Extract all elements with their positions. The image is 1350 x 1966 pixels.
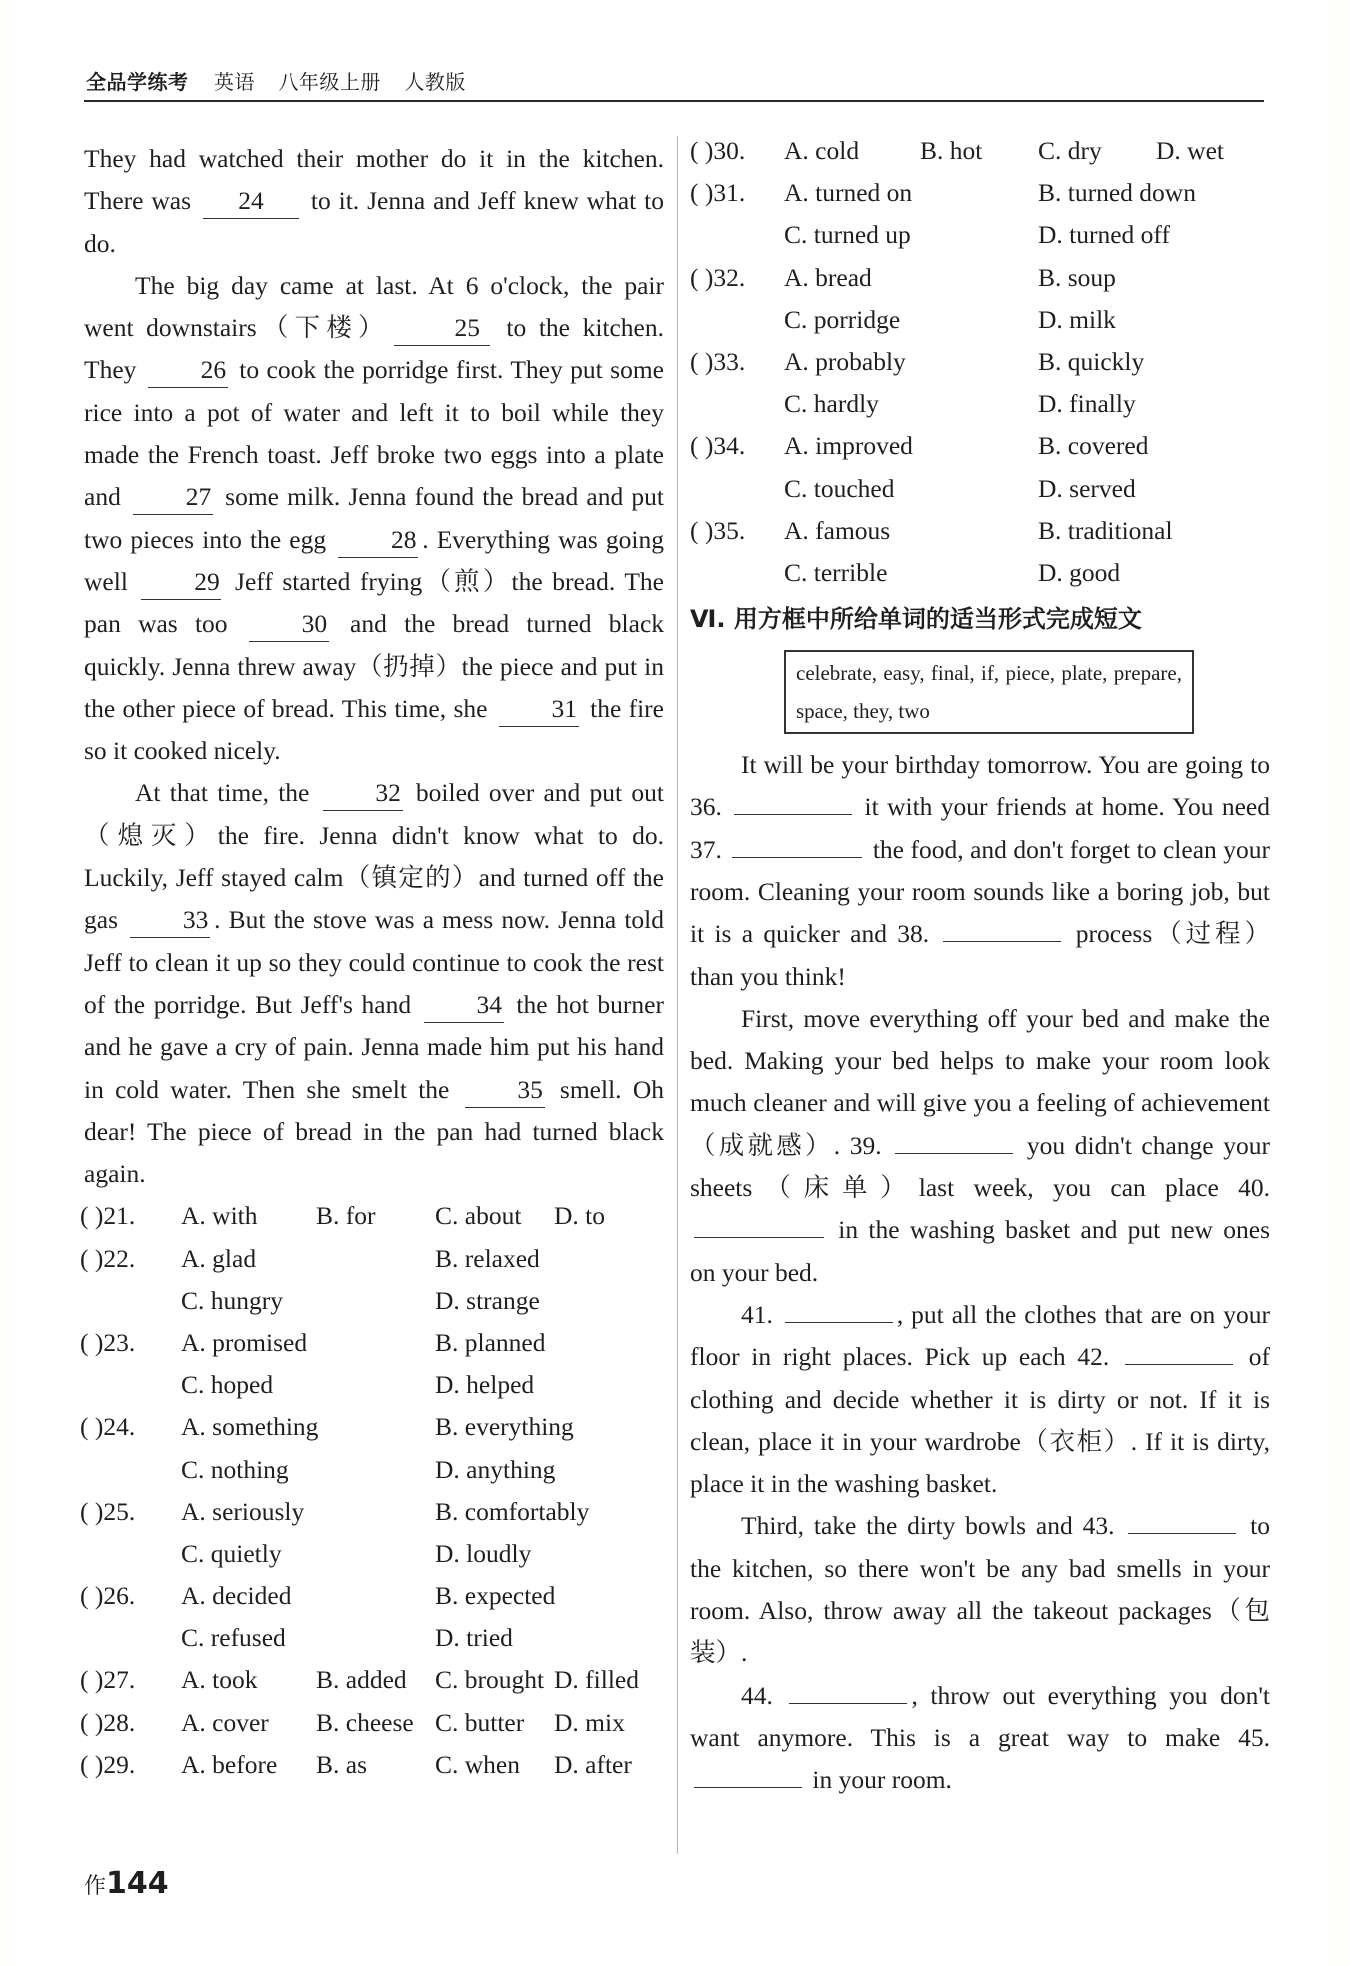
cloze-options-30-35 (690, 130, 1270, 594)
word-box: celebrate, easy, final, if, piece, plate, prepare, space, they, two (784, 650, 1194, 734)
option-row (84, 1364, 664, 1406)
option-row (690, 468, 1270, 510)
passage-text: First, move everything off your bed and make the bed. Making your bed helps to make your room look much cleaner and will give you a feeling of achievement（成就感）. 39. (690, 1003, 1270, 1160)
option-c: C. hardly (784, 389, 879, 419)
answer-blank[interactable]: 35 (465, 1073, 545, 1108)
option-a: A. seriously (181, 1496, 305, 1526)
option-c: C. touched (784, 473, 895, 503)
answer-bracket[interactable]: ( )21. (80, 1201, 136, 1231)
option-d: D. helped (435, 1370, 535, 1400)
section-6-title: Ⅵ. 用方框中所给单词的适当形式完成短文 (690, 605, 1142, 634)
passage-text: the fire so it cooked nicely. (84, 693, 664, 766)
answer-blank[interactable] (734, 814, 852, 815)
option-c: C. when (435, 1749, 520, 1779)
answer-blank[interactable]: 30 (249, 607, 329, 642)
option-b: B. comfortably (435, 1496, 590, 1526)
right-column (690, 138, 1270, 1801)
option-d: D. turned off (1038, 220, 1170, 250)
answer-blank[interactable]: 34 (424, 988, 504, 1023)
option-d: D. loudly (435, 1538, 532, 1568)
option-d: D. strange (435, 1285, 540, 1315)
passage-text: to it. Jenna and Jeff knew what to do. (84, 186, 664, 258)
option-row (690, 510, 1270, 552)
answer-blank[interactable] (1125, 1364, 1233, 1365)
page-number-value: 144 (106, 1866, 169, 1901)
option-c: C. brought (435, 1665, 545, 1695)
option-row (80, 1195, 664, 1237)
passage-text: the hot burner and he gave a cry of pain. Jenna made him put his hand in cold water. Then she smelt the (84, 989, 664, 1104)
answer-bracket[interactable]: ( )30. (690, 136, 746, 165)
book-title: 全品学练考 (86, 70, 189, 94)
option-row (690, 383, 1270, 425)
option-a: A. with (181, 1201, 258, 1231)
answer-blank[interactable]: 33 (130, 903, 210, 938)
option-row (84, 1449, 664, 1491)
answer-bracket[interactable]: ( )24. (80, 1412, 136, 1442)
option-d: D. good (1038, 557, 1121, 587)
answer-blank[interactable]: 24 (203, 184, 299, 219)
option-a: A. promised (181, 1327, 308, 1357)
running-header (86, 66, 482, 95)
passage-text: It will be your birthday tomorrow. You are going to 36. (690, 750, 1270, 822)
option-row (80, 1238, 664, 1280)
option-d: D. milk (1038, 304, 1116, 334)
answer-blank[interactable]: 27 (133, 480, 213, 515)
option-b: B. added (316, 1665, 407, 1695)
answer-blank[interactable] (732, 857, 862, 858)
passage-text: to cook the porridge first. They put some rice into a pot of water and left it to boil while they made the French toast. Jeff broke two eggs into a plate and (84, 355, 664, 512)
option-d: D. tried (435, 1623, 513, 1653)
option-a: A. turned on (784, 178, 913, 208)
option-b: B. covered (1038, 431, 1149, 461)
answer-bracket[interactable]: ( )31. (690, 178, 746, 208)
paragraph (84, 265, 664, 773)
answer-blank[interactable] (694, 1237, 824, 1238)
answer-bracket[interactable]: ( )26. (80, 1581, 136, 1611)
paragraph (84, 138, 664, 265)
option-d: D. wet (1156, 136, 1224, 165)
answer-bracket[interactable]: ( )33. (690, 346, 746, 376)
option-b: B. relaxed (435, 1243, 540, 1273)
option-row (84, 1280, 664, 1322)
option-a: A. took (181, 1665, 258, 1695)
passage-text: . But the stove was a mess now. Jenna told Jeff to clean it up so they could continue to cook the rest of the porridge. But Jeff's hand (84, 905, 664, 1019)
answer-bracket[interactable]: ( )22. (80, 1243, 136, 1273)
option-row (690, 130, 1270, 172)
option-c: C. quietly (181, 1538, 282, 1568)
passage-text: The big day came at last. At 6 o'clock, the pair went downstairs（下楼） (84, 270, 664, 343)
option-d: D. after (554, 1749, 632, 1779)
passage-text: you didn't change your sheets（床单）last week, you can place 40. (690, 1130, 1270, 1203)
answer-blank[interactable]: 29 (141, 565, 221, 600)
option-row (80, 1575, 664, 1617)
paragraph (690, 1294, 1270, 1505)
option-c: C. about (435, 1201, 522, 1231)
option-b: B. hot (920, 136, 983, 165)
option-b: B. for (316, 1201, 376, 1231)
fill-in-passage (690, 744, 1270, 1801)
option-a: A. something (181, 1412, 319, 1442)
option-a: A. cold (784, 136, 860, 165)
passage-text: . Everything was going well (84, 524, 664, 596)
passage-text: 41. (741, 1299, 781, 1329)
answer-bracket[interactable]: ( )35. (690, 515, 746, 545)
edition-label: 人教版 (404, 70, 466, 94)
option-a: A. bread (784, 262, 872, 292)
option-a: A. glad (181, 1243, 257, 1273)
option-d: D. finally (1038, 389, 1136, 419)
option-row (84, 1617, 664, 1659)
page-prefix: 作 (84, 1874, 107, 1899)
passage-text: and the bread turned black quickly. Jenna threw away（扔掉）the piece and put in the other piece of bread. This time, she (84, 609, 665, 723)
cloze-passage (84, 138, 664, 1195)
option-b: B. planned (435, 1327, 546, 1357)
option-c: C. butter (435, 1707, 525, 1737)
passage-text: to the kitchen. They (84, 313, 664, 385)
answer-blank[interactable] (943, 941, 1061, 942)
option-b: B. quickly (1038, 346, 1145, 376)
passage-text: some milk. Jenna found the bread and put two pieces into the egg (84, 482, 664, 554)
option-d: D. filled (554, 1665, 639, 1695)
option-d: D. anything (435, 1454, 556, 1484)
option-row (80, 1659, 664, 1701)
subject-label: 英语 (213, 70, 255, 94)
option-c: C. turned up (784, 220, 911, 250)
option-a: A. decided (181, 1581, 292, 1611)
option-row (80, 1491, 664, 1533)
answer-bracket[interactable]: ( )32. (690, 262, 746, 292)
passage-text: it with your friends at home. You need 37. (690, 792, 1270, 864)
option-b: B. everything (435, 1412, 574, 1442)
column-divider (677, 136, 678, 1854)
paragraph (84, 772, 664, 1195)
option-row (84, 1533, 664, 1575)
answer-bracket[interactable]: ( )25. (80, 1496, 136, 1526)
paragraph (690, 998, 1270, 1294)
option-row (690, 172, 1270, 214)
option-b: B. as (316, 1749, 367, 1779)
answer-blank[interactable] (694, 1787, 802, 1788)
option-c: C. hungry (181, 1285, 283, 1315)
answer-blank[interactable]: 31 (499, 692, 579, 727)
passage-text: the food, and don't forget to clean your room. Cleaning your room sounds like a boring job, but it is a quicker and 38. (690, 834, 1271, 949)
passage-text: , put all the clothes that are on your floor in right places. Pick up each 42. (690, 1299, 1271, 1372)
option-c: C. terrible (784, 557, 888, 587)
option-a: A. famous (784, 515, 891, 545)
passage-text: Third, take the dirty bowls and 43. (741, 1511, 1125, 1541)
option-a: A. probably (784, 346, 906, 376)
option-a: A. cover (181, 1707, 269, 1737)
answer-blank[interactable] (895, 1153, 1013, 1154)
option-c: C. hoped (181, 1370, 274, 1400)
passage-text: They had watched their mother do it in the kitchen. There was (84, 144, 664, 216)
option-b: B. turned down (1038, 178, 1196, 208)
answer-bracket[interactable]: ( )27. (80, 1665, 136, 1695)
answer-blank[interactable]: 25 (394, 311, 490, 346)
option-row (80, 1744, 664, 1786)
paragraph (690, 744, 1270, 998)
option-row (80, 1406, 664, 1448)
option-row (690, 341, 1270, 383)
paragraph (690, 1505, 1270, 1674)
option-b: B. expected (435, 1581, 556, 1611)
grade-label: 八年级上册 (278, 70, 381, 94)
passage-text: Jeff started frying（煎）the bread. The pan was too (84, 566, 664, 639)
answer-bracket[interactable]: ( )34. (690, 431, 746, 461)
option-d: D. served (1038, 473, 1136, 503)
answer-blank[interactable] (1128, 1533, 1236, 1534)
option-a: A. before (181, 1749, 278, 1779)
option-d: D. to (554, 1201, 605, 1231)
option-c: C. porridge (784, 304, 901, 334)
passage-text: smell. Oh dear! The piece of bread in the pan had turned black again. (84, 1074, 664, 1189)
option-row (690, 552, 1270, 594)
option-c: C. refused (181, 1623, 286, 1653)
answer-bracket[interactable]: ( )29. (80, 1749, 136, 1779)
paragraph (690, 1675, 1270, 1802)
option-row (80, 1702, 664, 1744)
cloze-options-21-29 (80, 1195, 664, 1786)
answer-blank[interactable] (789, 1703, 907, 1704)
option-row (690, 214, 1270, 256)
passage-text: boiled over and put out（熄灭）the fire. Jenna didn't know what to do. Luckily, Jeff stayed calm（镇定的）and turned off the gas (84, 778, 664, 935)
passage-text: of clothing and decide whether it is dirty or not. If it is clean, place it in your wardrobe（衣柜）. If it is dirty, place it in the washing basket. (690, 1342, 1270, 1499)
option-b: B. cheese (316, 1707, 414, 1737)
passage-text: , throw out everything you don't want anymore. This is a great way to make 45. (690, 1680, 1270, 1752)
option-b: B. soup (1038, 262, 1116, 292)
passage-text: process（过程）than you think! (690, 919, 1270, 991)
passage-text: in the washing basket and put new ones on your bed. (690, 1215, 1270, 1287)
header-rule (84, 100, 1264, 102)
option-c: C. dry (1038, 136, 1102, 165)
answer-bracket[interactable]: ( )28. (80, 1707, 136, 1737)
option-row (690, 425, 1270, 467)
page-number (84, 1866, 169, 1901)
answer-blank[interactable]: 26 (148, 353, 228, 388)
left-column (80, 138, 665, 1786)
option-c: C. nothing (181, 1454, 289, 1484)
option-row (690, 299, 1270, 341)
passage-text: At that time, the (135, 778, 319, 808)
option-d: D. mix (554, 1707, 625, 1737)
answer-bracket[interactable]: ( )23. (80, 1327, 136, 1357)
option-a: A. improved (784, 431, 913, 461)
passage-text: to the kitchen, so there won't be any bad smells in your room. Also, throw away all the takeout packages（包装）. (690, 1511, 1270, 1668)
passage-text: 44. (741, 1680, 786, 1710)
option-row (80, 1322, 664, 1364)
answer-blank[interactable] (785, 1322, 893, 1323)
option-row (690, 257, 1270, 299)
answer-blank[interactable]: 32 (323, 776, 403, 811)
passage-text: in your room. (806, 1765, 952, 1795)
option-b: B. traditional (1038, 515, 1173, 545)
answer-blank[interactable]: 28 (338, 523, 418, 558)
